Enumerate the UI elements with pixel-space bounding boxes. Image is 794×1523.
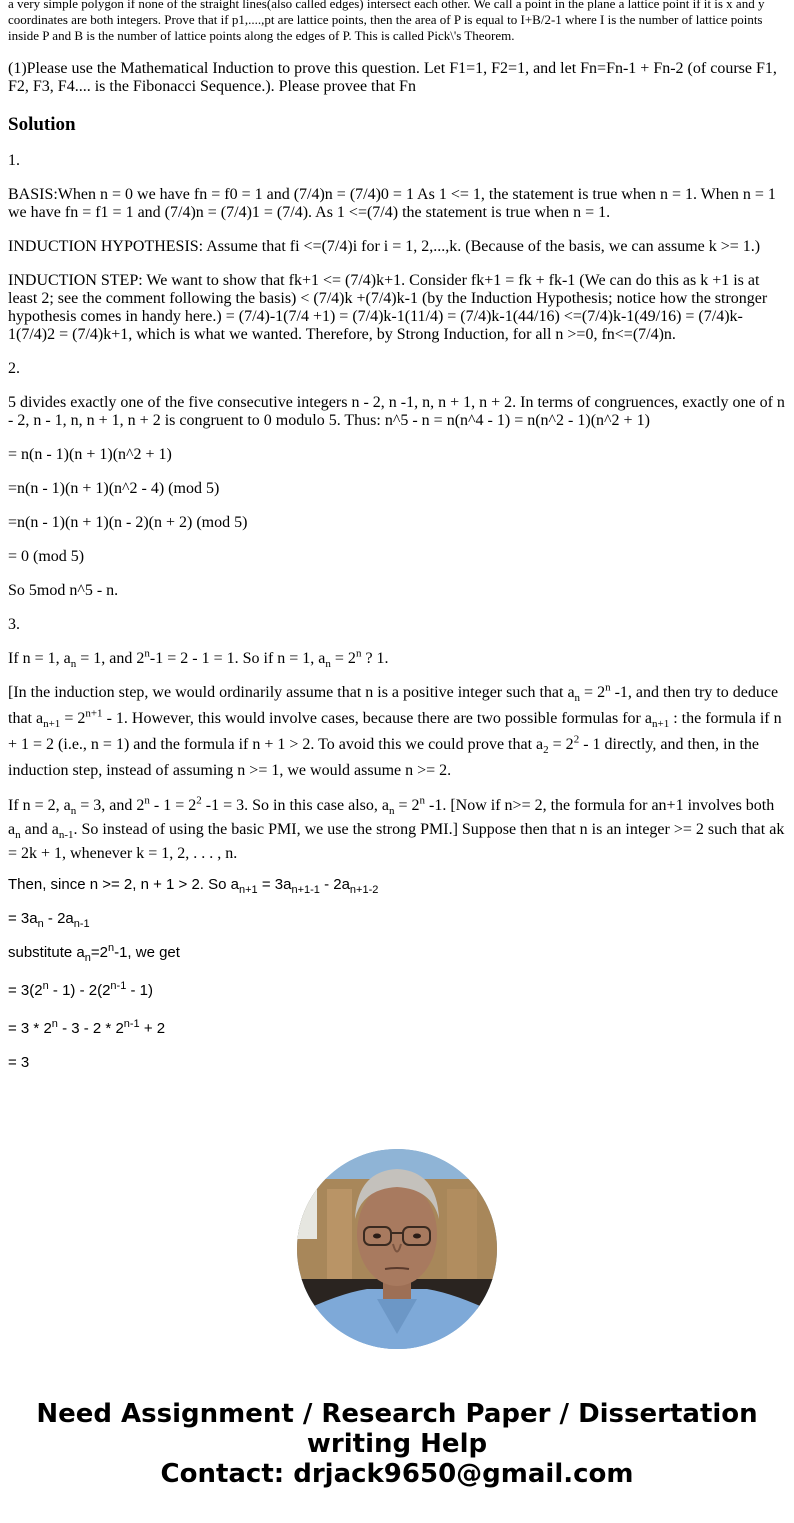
part2-intro: 5 divides exactly one of the five consecutive integers n - 2, n -1, n, n + 1, n + 2. In terms of congruences, exactly one of n - 2, n - 1, n, n + 1, n + 2 is congruent to 0 modulo 5. Thus: n^5 - n = n(n^4 - 1) = n(n^2 - 1)(n^2 + 1) (8, 394, 785, 429)
part2-line: =n(n - 1)(n + 1)(n - 2)(n + 2) (mod 5) (8, 514, 248, 531)
solution-heading: Solution (8, 114, 76, 135)
footer-line-1: Need Assignment / Research Paper / Dissertation (36, 1399, 758, 1429)
part3-eq2: = $3(2^n - 1) - 2(2^{n-1} - 1)$ (8, 980, 153, 999)
part2-number: 2. (8, 360, 20, 377)
part3-case1: If n = 1, $a_n = 1$, and $2^n-1 = 2 - 1 = 1$. So if n = 1, $a_n = 2^n$ ? 1. (8, 647, 389, 671)
part2-conclusion: So 5mod n^5 - n. (8, 582, 119, 599)
part3-remark: [In the induction step, we would ordinarily assume that n is a positive integer such that $a_n = 2^n$ -1, and then try to deduce that $a_{n+1} = 2^{n+1} - 1$. However, this would involve cases, because there are two possible formulas for $a_{n+1}$ : the formula if n + 1 = 2 (i.e., n = 1) and the formula if n + 1 > 2. To avoid this we could prove that $a_2 = 2^2 - 1$ directly, and then, in the induction step, instead of assuming n >= 1, we would assume n >= 2. (8, 681, 782, 779)
contact-footer (0, 1399, 794, 1489)
part3-substitute: substitute $a_n=2^n-1$, we get (8, 942, 180, 964)
part2-line: =n(n - 1)(n + 1)(n^2 - 4) (mod 5) (8, 480, 220, 497)
part1-basis: BASIS:When n = 0 we have fn = f0 = 1 and (7/4)n = (7/4)0 = 1 As 1 <= 1, the statement is true when n = 1. When n = 1 we have fn = f1 = 1 and (7/4)n = (7/4)1 = (7/4). As 1 <=(7/4) the statement is true when n = 1. (8, 186, 776, 221)
question-intro: a very simple polygon if none of the straight lines(also called edges) intersect each other. We call a point in the plane a lattice point if it is x and y coordinates are both integers. Prove that if p1,....,pt are lattice points, then the area of P is equal to I+B/2-1 where I is the number of lattice points inside P and B is the number of lattice points along the edges of P. This is called Pick\'s Theorem. (8, 0, 765, 43)
part3-eq4: = 3 (8, 1054, 30, 1071)
part3-then: Then, since n >= 2, n + 1 > 2. So $a_{n+1} = 3a_{n+1-1} - 2a_{n+1-2}$ (8, 876, 379, 896)
part3-eq1: = $3a_n - 2a_{n-1}$ (8, 910, 90, 930)
part1-number: 1. (8, 152, 20, 169)
part1-step: INDUCTION STEP: We want to show that fk+1 <= (7/4)k+1. Consider fk+1 = fk + fk-1 (We can do this as k +1 is at least 2; see the comment following the basis) < (7/4)k +(7/4)k-1 (by the Induction Hypothesis; notice how the stronger hypothesis comes in handy here.) = (7/4)-1(7/4 +1) = (7/4)k-1(11/4) = (7/4)k-1(44/16) <=(7/4)k-1(49/16) = (7/4)k-1(7/4)2 = (7/4)k+1, which is what we wanted. Therefore, by Strong Induction, for all n >=0, fn<=(7/4)n. (8, 272, 768, 343)
part3-case2: If n = 2, $a_n = 3$, and $2^n - 1 = 2^2$ -1 = 3. So in this case also, $a_n = 2^n$ -1. [Now if n>= 2, the formula for an+1 involves both $a_n$ and $a_{n-1}$. So instead of using the basic PMI, we use the strong PMI.] Suppose then that n is an integer >= 2 such that ak = 2k + 1, whenever k = 1, 2, . . . , n. (8, 794, 785, 862)
footer-contact[interactable]: Contact: drjack9650@gmail.com (160, 1459, 634, 1489)
part3-number: 3. (8, 616, 20, 633)
footer-line-2: writing Help (306, 1429, 488, 1459)
question-part1: (1)Please use the Mathematical Induction to prove this question. Let F1=1, F2=1, and let Fn=Fn-1 + Fn-2 (of course F1, F2, F3, F4.... is the Fibonacci Sequence.). Please provee that Fn (8, 60, 777, 95)
part1-hypothesis: INDUCTION HYPOTHESIS: Assume that fi <=(7/4)i for i = 1, 2,...,k. (Because of the basis, we can assume k >= 1.) (8, 238, 761, 255)
part2-line: = n(n - 1)(n + 1)(n^2 + 1) (8, 446, 172, 463)
portrait-image (297, 1149, 497, 1349)
author-photo (297, 1149, 497, 1349)
part3-eq3: = $3 * 2^n - 3 - 2 * 2^{n-1} + 2$ (8, 1018, 166, 1037)
part2-line: = 0 (mod 5) (8, 548, 85, 565)
